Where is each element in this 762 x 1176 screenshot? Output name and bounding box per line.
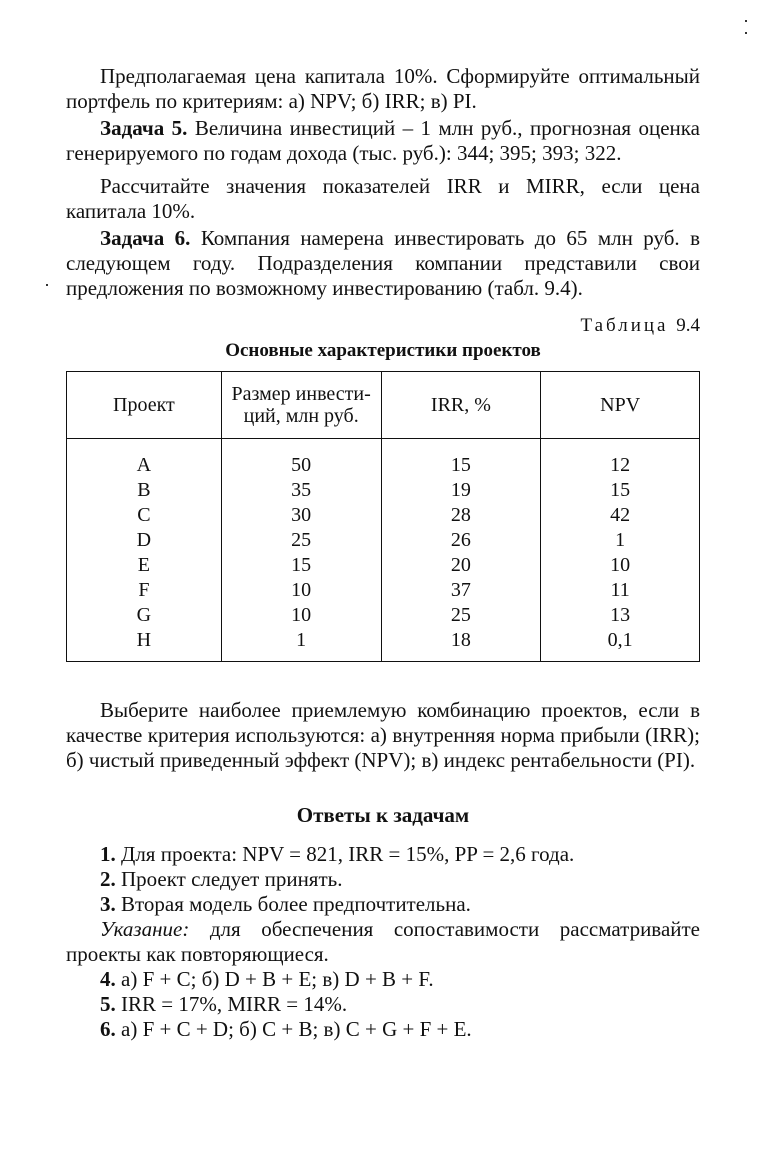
- header-npv: NPV: [541, 372, 700, 439]
- answer-6: [66, 1017, 700, 1042]
- answer-number: 1.: [100, 842, 116, 866]
- cell-npv: 13: [541, 603, 700, 628]
- cell-project: A: [67, 439, 222, 479]
- task-5-text: Величина инвестиций – 1 млн руб., прогнозная оценка генерируемого по годам дохода (тыс. руб.): 344; 395; 393; 322.: [66, 116, 700, 165]
- table-label: [66, 315, 700, 337]
- table-row: [67, 528, 700, 553]
- answer-text: Вторая модель более предпочтительна.: [115, 892, 471, 916]
- table-row: [67, 503, 700, 528]
- table-row: [67, 628, 700, 662]
- answer-1: [66, 842, 700, 867]
- answer-text: IRR = 17%, MIRR = 14%.: [115, 992, 348, 1016]
- paragraph-capital-cost: Предполагаемая цена капитала 10%. Сформируйте оптимальный портфель по критериям: а) NPV; б) IRR; в) PI.: [66, 64, 700, 113]
- cell-project: C: [67, 503, 222, 528]
- answer-number: 3.: [100, 892, 116, 916]
- answer-text: Для проекта: NPV = 821, IRR = 15%, PP = 2,6 года.: [115, 842, 575, 866]
- answer-5: [66, 992, 700, 1017]
- cell-investment: 15: [221, 553, 381, 578]
- task-6-text: Компания намерена инвестировать до 65 млн руб. в следующем году. Подразделения компании представили свои предложения по возможному инвестированию (табл. 9.4).: [66, 226, 700, 300]
- cell-investment: 35: [221, 478, 381, 503]
- cell-npv: 42: [541, 503, 700, 528]
- table-label-number: 9.4: [676, 315, 700, 336]
- answer-2: [66, 867, 700, 892]
- cell-irr: 25: [381, 603, 541, 628]
- cell-npv: 10: [541, 553, 700, 578]
- paragraph-task-5: [66, 116, 700, 166]
- answer-hint: [66, 917, 700, 967]
- answer-text: а) F + C; б) D + B + E; в) D + B + F.: [115, 967, 434, 991]
- cell-irr: 28: [381, 503, 541, 528]
- header-investment-size: Размер инвести-ций, млн руб.: [221, 372, 381, 439]
- answer-text: а) F + C + D; б) C + B; в) C + G + F + E.: [115, 1017, 472, 1041]
- table-title: Основные характеристики проектов: [225, 340, 541, 361]
- hint-label: Указание:: [100, 917, 190, 941]
- scan-speck: [745, 32, 747, 34]
- cell-project: D: [67, 528, 222, 553]
- cell-irr: 26: [381, 528, 541, 553]
- hint-text: для обеспечения сопоставимости рассматривайте проекты как повторяющиеся.: [66, 917, 700, 966]
- cell-project: B: [67, 478, 222, 503]
- cell-project: F: [67, 578, 222, 603]
- answers-list: [66, 842, 700, 1042]
- answers-title: Ответы к задачам: [296, 803, 470, 827]
- table-row: [67, 478, 700, 503]
- cell-irr: 20: [381, 553, 541, 578]
- answer-3: [66, 892, 700, 917]
- cell-irr: 19: [381, 478, 541, 503]
- cell-investment: 1: [221, 628, 381, 662]
- cell-project: E: [67, 553, 222, 578]
- answer-text: Проект следует принять.: [115, 867, 343, 891]
- table-row: [67, 603, 700, 628]
- answer-number: 5.: [100, 992, 116, 1016]
- table-row: [67, 439, 700, 479]
- cell-investment: 10: [221, 603, 381, 628]
- cell-irr: 37: [381, 578, 541, 603]
- cell-npv: 15: [541, 478, 700, 503]
- page-content: [66, 64, 700, 1042]
- table-row: [67, 578, 700, 603]
- table-header-row: [67, 372, 700, 439]
- projects-table: [66, 371, 700, 662]
- task-6-label: Задача 6.: [100, 226, 191, 250]
- scan-speck: [46, 284, 48, 286]
- cell-investment: 10: [221, 578, 381, 603]
- answer-number: 4.: [100, 967, 116, 991]
- paragraph-choose-combination: Выберите наиболее приемлемую комбинацию проектов, если в качестве критерия используются: а) внутренняя норма прибыли (IRR); б) чистый приведенный эффект (NPV); в) индекс рентабельности (PI).: [66, 698, 700, 772]
- cell-npv: 1: [541, 528, 700, 553]
- cell-irr: 18: [381, 628, 541, 662]
- cell-npv: 12: [541, 439, 700, 479]
- header-project: Проект: [67, 372, 222, 439]
- cell-project: G: [67, 603, 222, 628]
- cell-investment: 25: [221, 528, 381, 553]
- paragraph-task-6: [66, 226, 700, 301]
- table-row: [67, 553, 700, 578]
- answer-4: [66, 967, 700, 992]
- task-5-label: Задача 5.: [100, 116, 188, 140]
- cell-project: H: [67, 628, 222, 662]
- answer-number: 2.: [100, 867, 116, 891]
- header-irr: IRR, %: [381, 372, 541, 439]
- answer-number: 6.: [100, 1017, 116, 1041]
- table-label-word: Таблица: [580, 315, 669, 336]
- cell-investment: 50: [221, 439, 381, 479]
- cell-irr: 15: [381, 439, 541, 479]
- scan-speck: [745, 20, 747, 22]
- cell-npv: 0,1: [541, 628, 700, 662]
- cell-investment: 30: [221, 503, 381, 528]
- cell-npv: 11: [541, 578, 700, 603]
- paragraph-irr-mirr: Рассчитайте значения показателей IRR и MIRR, если цена капитала 10%.: [66, 174, 700, 223]
